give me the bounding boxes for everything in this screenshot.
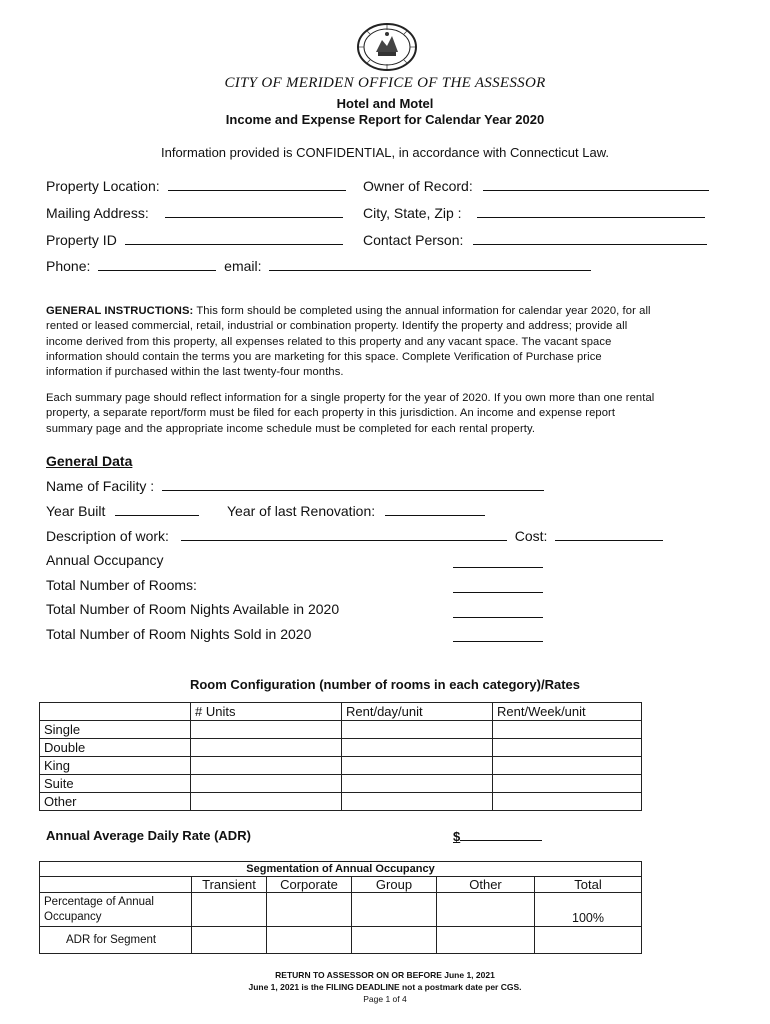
name-of-facility-label: Name of Facility : — [46, 478, 155, 494]
email-label: email: — [224, 258, 262, 274]
other-cell[interactable] — [437, 927, 535, 954]
city-state-zip-field[interactable] — [363, 205, 705, 221]
rent-week-cell[interactable] — [493, 739, 642, 757]
office-title: CITY OF MERIDEN OFFICE OF THE ASSESSOR — [224, 75, 546, 91]
annual-occupancy-label: Annual Occupancy — [46, 552, 164, 568]
contact-person-field[interactable] — [363, 232, 707, 248]
table-header-cell — [40, 703, 191, 721]
table-header-cell: Rent/Week/unit — [493, 703, 642, 721]
room-nights-sold-label: Total Number of Room Nights Sold in 2020 — [46, 626, 312, 642]
room-nights-sold-input[interactable] — [453, 641, 543, 642]
property-id-field[interactable] — [46, 232, 343, 248]
row-label: Other — [40, 793, 191, 811]
footer-deadline-notice: June 1, 2021 is the FILING DEADLINE not a postmark date per CGS. — [248, 982, 522, 992]
row-label-line: Percentage of Annual — [44, 895, 154, 908]
contact-person-label: Contact Person: — [363, 232, 464, 248]
table-row — [40, 757, 642, 775]
general-data-heading: General Data — [46, 453, 133, 469]
row-label — [40, 893, 192, 927]
table-header-cell: Group — [352, 877, 437, 893]
confidential-notice: Information provided is CONFIDENTIAL, in accordance with Connecticut Law. — [161, 145, 609, 160]
description-of-work-label: Description of work: — [46, 528, 169, 544]
year-built-field[interactable] — [46, 503, 199, 519]
property-id-label: Property ID — [46, 232, 117, 248]
room-config-title: Room Configuration (number of rooms in each category)/Rates — [189, 677, 581, 692]
other-cell[interactable] — [437, 893, 535, 927]
summary-instructions — [46, 391, 726, 437]
name-of-facility-field[interactable] — [46, 478, 544, 494]
group-cell[interactable] — [352, 927, 437, 954]
table-row — [40, 721, 642, 739]
city-state-zip-label: City, State, Zip : — [363, 205, 462, 221]
instructions-line: Each summary page should reflect information for a single property for the year of 2020. If you own more than one rental — [46, 392, 655, 404]
room-nights-available-input[interactable] — [453, 617, 543, 618]
form-subtitle-1: Hotel and Motel — [336, 96, 434, 111]
year-built-label: Year Built — [46, 503, 106, 519]
description-of-work-field[interactable] — [46, 528, 663, 544]
rent-day-cell[interactable] — [342, 757, 493, 775]
total-rooms-input[interactable] — [453, 592, 543, 593]
property-location-label: Property Location: — [46, 178, 160, 194]
owner-of-record-field[interactable] — [363, 178, 709, 194]
rent-day-cell[interactable] — [342, 793, 493, 811]
row-label: ADR for Segment — [40, 927, 192, 954]
rent-day-cell[interactable] — [342, 775, 493, 793]
units-cell[interactable] — [191, 775, 342, 793]
group-cell[interactable] — [352, 893, 437, 927]
total-cell: 100% — [535, 893, 642, 927]
rent-week-cell[interactable] — [493, 775, 642, 793]
property-location-field[interactable] — [46, 178, 346, 194]
instructions-line: summary page and the appropriate income schedule must be completed for each rental property. — [46, 422, 536, 435]
instructions-line: information should contain the terms you are marketing for this space. Complete Verification of Purchase price — [46, 350, 602, 363]
adr-field[interactable] — [453, 828, 542, 844]
cost-label: Cost: — [514, 528, 548, 544]
owner-of-record-label: Owner of Record: — [363, 178, 473, 194]
instructions-line: rented or leased commercial, retail, industrial or combination property. Identify the property and address; provide all — [46, 320, 628, 333]
table-row — [40, 775, 642, 793]
year-last-renovation-label: Year of last Renovation: — [227, 503, 376, 519]
instructions-line: information if purchased within the last twenty-four months. — [46, 366, 344, 379]
table-header-cell: Transient — [192, 877, 267, 893]
units-cell[interactable] — [191, 757, 342, 775]
rent-week-cell[interactable] — [493, 793, 642, 811]
instructions-line: income derived from this property, all expenses related to this property and any vacant space. The vacant space — [46, 335, 612, 348]
footer-return-notice: RETURN TO ASSESSOR ON OR BEFORE June 1, 2021 — [275, 970, 495, 980]
adr-label: Annual Average Daily Rate (ADR) — [46, 828, 251, 843]
table-header-cell: Total — [535, 877, 642, 893]
row-label: King — [40, 757, 191, 775]
year-last-renovation-field[interactable] — [227, 503, 485, 519]
units-cell[interactable] — [191, 721, 342, 739]
currency-symbol: $ — [453, 829, 461, 844]
table-header-cell: # Units — [191, 703, 342, 721]
rent-week-cell[interactable] — [493, 757, 642, 775]
mailing-address-field[interactable] — [46, 205, 343, 221]
table-header-cell: Rent/day/unit — [342, 703, 493, 721]
table-header-row — [40, 703, 642, 721]
annual-occupancy-input[interactable] — [453, 567, 543, 568]
table-row — [40, 793, 642, 811]
row-label: Double — [40, 739, 191, 757]
rent-day-cell[interactable] — [342, 739, 493, 757]
units-cell[interactable] — [191, 793, 342, 811]
row-label-line: Occupancy — [44, 910, 102, 923]
table-header-cell: Other — [437, 877, 535, 893]
corporate-cell[interactable] — [267, 927, 352, 954]
table-row — [40, 927, 642, 954]
instructions-line: This form should be completed using the annual information for calendar year 2020, for all — [193, 305, 651, 317]
rent-week-cell[interactable] — [493, 721, 642, 739]
rent-day-cell[interactable] — [342, 721, 493, 739]
mailing-address-label: Mailing Address: — [46, 205, 149, 221]
room-nights-available-label: Total Number of Room Nights Available in 2020 — [46, 601, 340, 617]
phone-field[interactable] — [46, 258, 591, 274]
form-subtitle-2: Income and Expense Report for Calendar Year 2020 — [225, 112, 545, 127]
total-cell[interactable] — [535, 927, 642, 954]
row-label: Suite — [40, 775, 191, 793]
corporate-cell[interactable] — [267, 893, 352, 927]
table-header-cell: Corporate — [267, 877, 352, 893]
segmentation-title: Segmentation of Annual Occupancy — [40, 862, 642, 877]
transient-cell[interactable] — [192, 893, 267, 927]
total-rooms-label: Total Number of Rooms: — [46, 577, 197, 593]
city-seal-icon — [356, 22, 418, 72]
room-config-table — [39, 702, 642, 811]
general-instructions — [46, 304, 726, 380]
segmentation-table — [39, 861, 642, 954]
transient-cell[interactable] — [192, 927, 267, 954]
row-label: Single — [40, 721, 191, 739]
table-row — [40, 893, 642, 927]
instructions-heading: GENERAL INSTRUCTIONS: — [46, 305, 194, 317]
phone-label: Phone: — [46, 258, 91, 274]
units-cell[interactable] — [191, 739, 342, 757]
instructions-line: property, a separate report/form must be filed for each property in this jurisdiction. An income and expense report — [46, 407, 616, 420]
page-number: Page 1 of 4 — [363, 994, 407, 1004]
table-row — [40, 739, 642, 757]
